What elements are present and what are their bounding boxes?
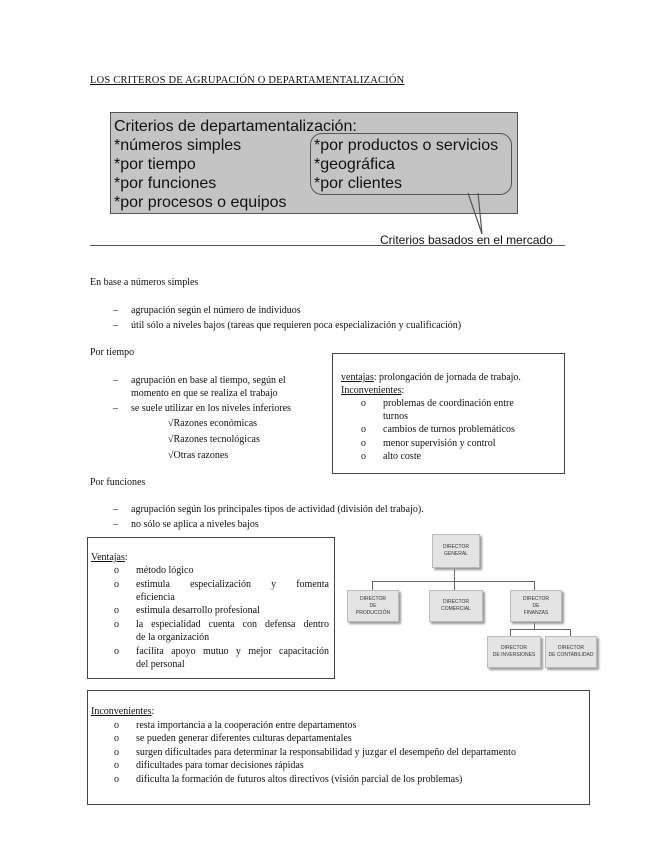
- circle-bullet: o: [361, 398, 366, 409]
- org-node-contabilidad: DIRECTOR DE CONTABILIDAD: [545, 636, 597, 668]
- criteria-right-item: *por productos o servicios: [314, 137, 499, 154]
- org-node-finanzas: DIRECTOR DE FINANZAS: [510, 590, 562, 622]
- bubble-pointer: [460, 190, 490, 238]
- criteria-right-item: *por clientes: [314, 175, 403, 192]
- criteria-left-item: *por procesos o equipos: [114, 194, 287, 211]
- section-heading-tiempo: Por tiempo: [90, 347, 135, 358]
- org-node-comercial: DIRECTOR COMERCIAL: [429, 590, 483, 622]
- dash-bullet: –: [113, 519, 118, 530]
- org-node-director-general: DIRECTOR GENERAL: [432, 534, 480, 568]
- circle-bullet: o: [361, 424, 366, 435]
- reason-item: √Razones económicas: [168, 418, 258, 429]
- circle-bullet: o: [361, 438, 366, 449]
- circle-bullet: o: [114, 774, 119, 785]
- criteria-heading: Criterios de departamentalización:: [114, 118, 357, 135]
- circle-bullet: o: [114, 646, 119, 657]
- market-label: Criterios basados en el mercado: [380, 233, 553, 247]
- org-connector: [510, 629, 570, 630]
- reason-item: √Razones tecnológicas: [168, 434, 260, 445]
- circle-bullet: o: [114, 619, 119, 630]
- criteria-right-item: *geográfica: [314, 156, 395, 173]
- circle-bullet: o: [114, 605, 119, 616]
- org-chart: [340, 530, 600, 670]
- circle-bullet: o: [114, 720, 119, 731]
- market-criteria-bubble: [310, 133, 512, 195]
- criteria-left-item: *por tiempo: [114, 156, 196, 173]
- ventajas-line: ventajas: prolongación de jornada de trabajo.: [341, 372, 521, 383]
- funciones-ventajas-box: Ventajas: o método lógico o estimula especialización y fomenta eficiencia o estimula desarrollo profesional o la especialidad cuenta con defensa dentro de la organización o facilita apoyo mutuo y mejor capacitación del personal: [87, 537, 335, 679]
- dash-bullet: –: [113, 403, 118, 414]
- inconvenientes-label: Inconvenientes:: [91, 706, 155, 717]
- org-connector: [454, 567, 455, 581]
- circle-bullet: o: [114, 565, 119, 576]
- org-connector: [372, 581, 534, 582]
- section-heading-numeros: En base a números simples: [90, 277, 199, 288]
- criteria-left-item: *por funciones: [114, 175, 217, 192]
- dash-bullet: –: [113, 375, 118, 386]
- circle-bullet: o: [114, 733, 119, 744]
- dash-bullet: –: [113, 320, 118, 331]
- criteria-left-item: *números simples: [114, 137, 242, 154]
- page-title: LOS CRITEROS DE AGRUPACIÓN O DEPARTAMENTALIZACIÓN: [90, 75, 405, 86]
- circle-bullet: o: [114, 579, 119, 590]
- reason-item: √Otras razones: [168, 450, 229, 461]
- org-node-produccion: DIRECTOR DE PRODUCCIÓN: [347, 590, 399, 622]
- circle-bullet: o: [114, 747, 119, 758]
- section-heading-funciones: Por funciones: [90, 477, 146, 488]
- dash-bullet: –: [113, 504, 118, 515]
- circle-bullet: o: [361, 451, 366, 462]
- inconvenientes-label: Inconvenientes:: [341, 385, 405, 396]
- dash-bullet: –: [113, 305, 118, 316]
- tiempo-ventajas-box: ventajas: prolongación de jornada de trabajo. Inconvenientes: o problemas de coordinación entre turnos o cambios de turnos problemáticos o menor supervisión y control o alto coste: [332, 353, 565, 474]
- funciones-inconvenientes-box: Inconvenientes: o resta importancia a la cooperación entre departamentos o se pueden generar diferentes culturas departamentales o surgen dificultades para determinar la responsabilidad y juzgar el desempeño del departamento o dificultades para tomar decisiones rápidas o dificulta la formación de futuros altos directivos (visión parcial de los problemas): [87, 690, 590, 805]
- ventajas-label: Ventajas:: [91, 552, 128, 563]
- org-node-inversiones: DIRECTOR DE INVERSIONES: [487, 636, 541, 668]
- circle-bullet: o: [114, 760, 119, 771]
